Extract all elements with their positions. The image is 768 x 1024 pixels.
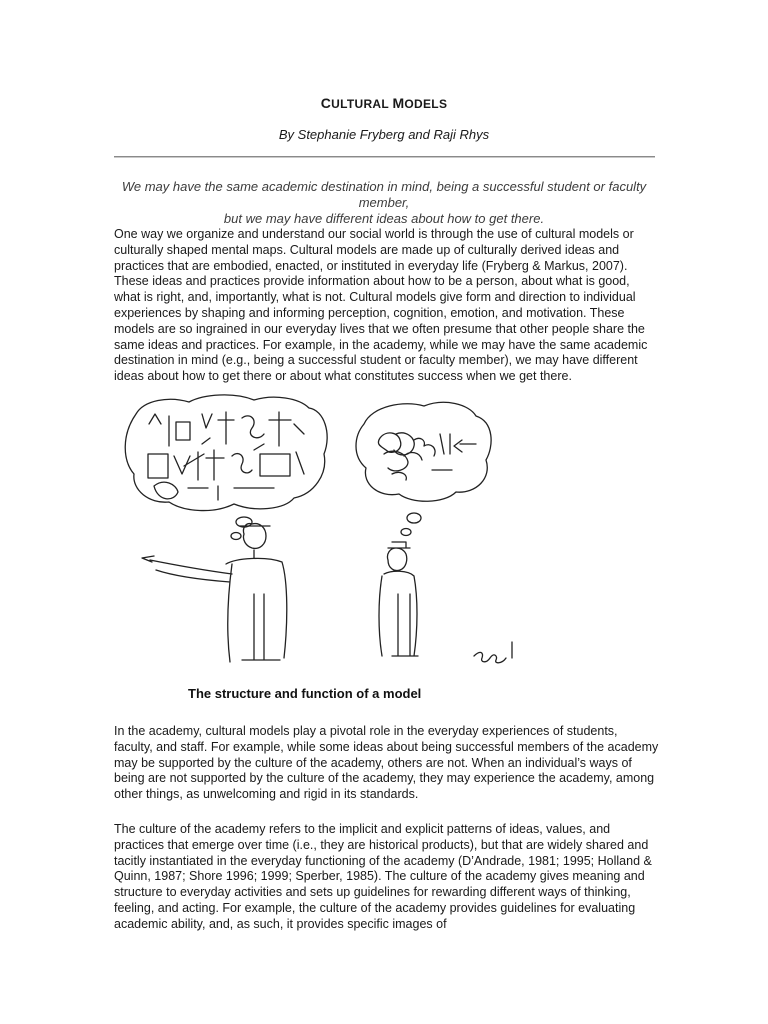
- body-paragraph: In the academy, cultural models play a pivotal role in the everyday experiences of students, faculty, and staff. For example, while some ideas about being successful members of the academy may be supported by the culture of the academy, others are not. When an individual’s ways of being are not supported by the culture of the academy, they may experience the academy, among other things, as unwelcoming and rigid in its standards.: [114, 724, 659, 802]
- pointing-man: [142, 524, 287, 662]
- epigraph-line: but we may have different ideas about how to get there.: [223, 211, 545, 226]
- epigraph: [100, 179, 668, 227]
- title-text: ULTURAL: [331, 97, 393, 111]
- horizontal-rule: [114, 156, 655, 158]
- document-title: [0, 95, 768, 111]
- body-paragraph: One way we organize and understand our social world is through the use of cultural models or culturally shaped mental maps. Cultural models are made up of culturally derived ideas and practices that are embodied, enacted, or instituted in everyday life (Fryberg & Markus, 2007). These ideas and practices provide information about how to be a person, about what is good, what is right, and, importantly, what is not. Cultural models give form and direction to individual experiences by shaping and informing perception, cognition, emotion, and motivation. These models are so ingrained in our everyday lives that we often presume that other people share the same ideas and practices. For example, in the academy, while we may have the same academic destination in mind (e.g., being a successful student or faculty member), we may have different ideas about how to get there or about what constitutes success when we get there.: [114, 227, 648, 384]
- title-initial: M: [392, 95, 405, 111]
- thought-cloud-right: [356, 402, 491, 501]
- figure-caption: The structure and function of a model: [188, 686, 422, 701]
- body-paragraph: The culture of the academy refers to the implicit and explicit patterns of ideas, values, and practices that emerge over time (i.e., they are historical products), but that are widely shared and tacitly instantiated in the everyday functioning of the academy (D’Andrade, 1981; 1995; Holland & Quinn, 1987; Shore 1996; 1999; Sperber, 1985). The culture of the academy gives meaning and structure to everyday activities and sets up guidelines for rewarding different ways of thinking, feeling, and acting. For example, the culture of the academy provides guidelines for evaluating academic ability, and, as such, it provides specific images of: [114, 822, 652, 931]
- cartoon-illustration: [114, 394, 534, 684]
- cartoon-drawing: [114, 394, 534, 684]
- artist-signature: [474, 642, 512, 663]
- title-text: ODELS: [404, 97, 448, 111]
- byline: By Stephanie Fryberg and Raji Rhys: [278, 127, 490, 142]
- title-initial: C: [320, 95, 332, 111]
- epigraph-line: We may have the same academic destination in mind, being a successful student or faculty member,: [121, 179, 647, 210]
- listening-man: [379, 542, 418, 656]
